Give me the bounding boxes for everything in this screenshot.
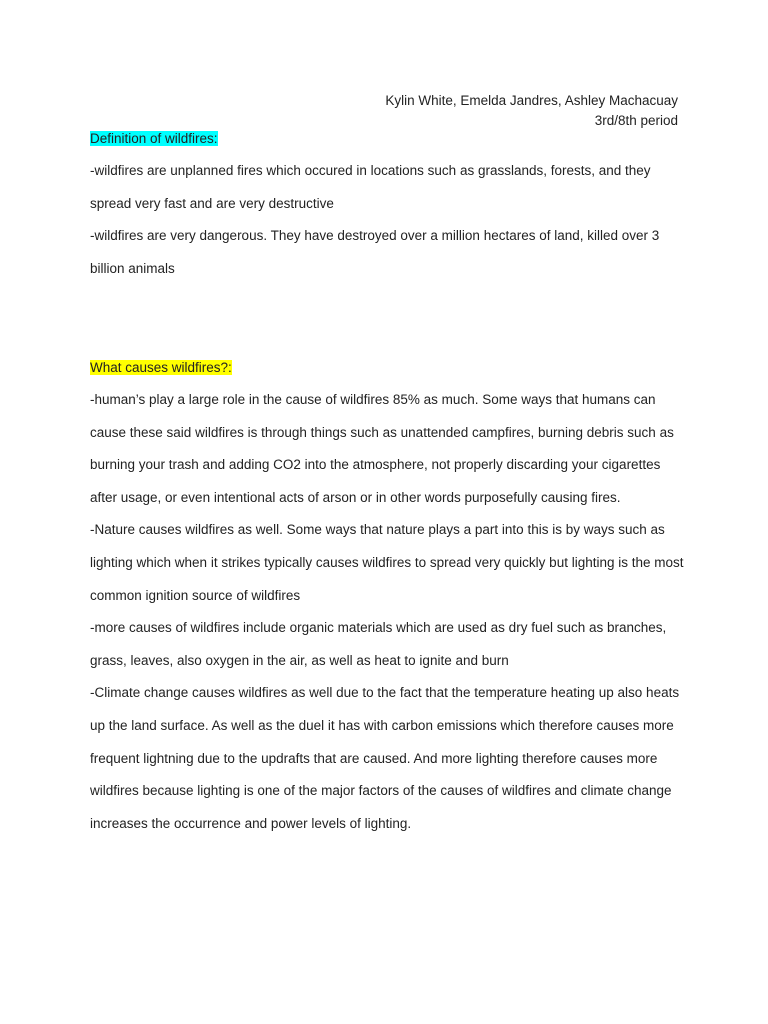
section-heading-definition	[90, 130, 218, 148]
period-line: 3rd/8th period	[594, 113, 678, 128]
causes-paragraph-nature: -Nature causes wildfires as well. Some ways that nature plays a part into this is by ways such as lighting which when it strikes typically causes wildfires to spread very quickly but lighting is the most common ignition source of wildfires	[90, 522, 684, 603]
definition-paragraph-1: -wildfires are unplanned fires which occured in locations such as grasslands, forests, and they spread very fast and are very destructive	[90, 163, 651, 211]
definition-heading-text: Definition of wildfires:	[90, 131, 218, 146]
causes-heading-text: What causes wildfires?:	[90, 360, 232, 375]
section-heading-causes	[90, 359, 232, 377]
causes-section-body	[90, 384, 690, 840]
definition-section-body	[90, 155, 690, 285]
causes-paragraph-humans: -human’s play a large role in the cause of wildfires 85% as much. Some ways that humans can cause these said wildfires is through things such as unattended campfires, burning debris such as burning your trash and adding CO2 into the atmosphere, not properly discarding your cigarettes after usage, or even intentional acts of arson or in other words purposefully causing fires.	[90, 392, 674, 505]
causes-paragraph-climate: -Climate change causes wildfires as well due to the fact that the temperature heating up also heats up the land surface. As well as the duel it has with carbon emissions which therefore causes more frequent lightning due to the updrafts that are caused. And more lighting therefore causes more wildfires because lighting is one of the major factors of the causes of wildfires and climate change increases the occurrence and power levels of lighting.	[90, 685, 680, 831]
document-header	[385, 91, 678, 131]
definition-paragraph-2: -wildfires are very dangerous. They have destroyed over a million hectares of land, killed over 3 billion animals	[90, 228, 660, 276]
authors-line: Kylin White, Emelda Jandres, Ashley Machacuay	[385, 93, 678, 108]
causes-paragraph-fuel: -more causes of wildfires include organic materials which are used as dry fuel such as branches, grass, leaves, also oxygen in the air, as well as heat to ignite and burn	[90, 620, 667, 668]
